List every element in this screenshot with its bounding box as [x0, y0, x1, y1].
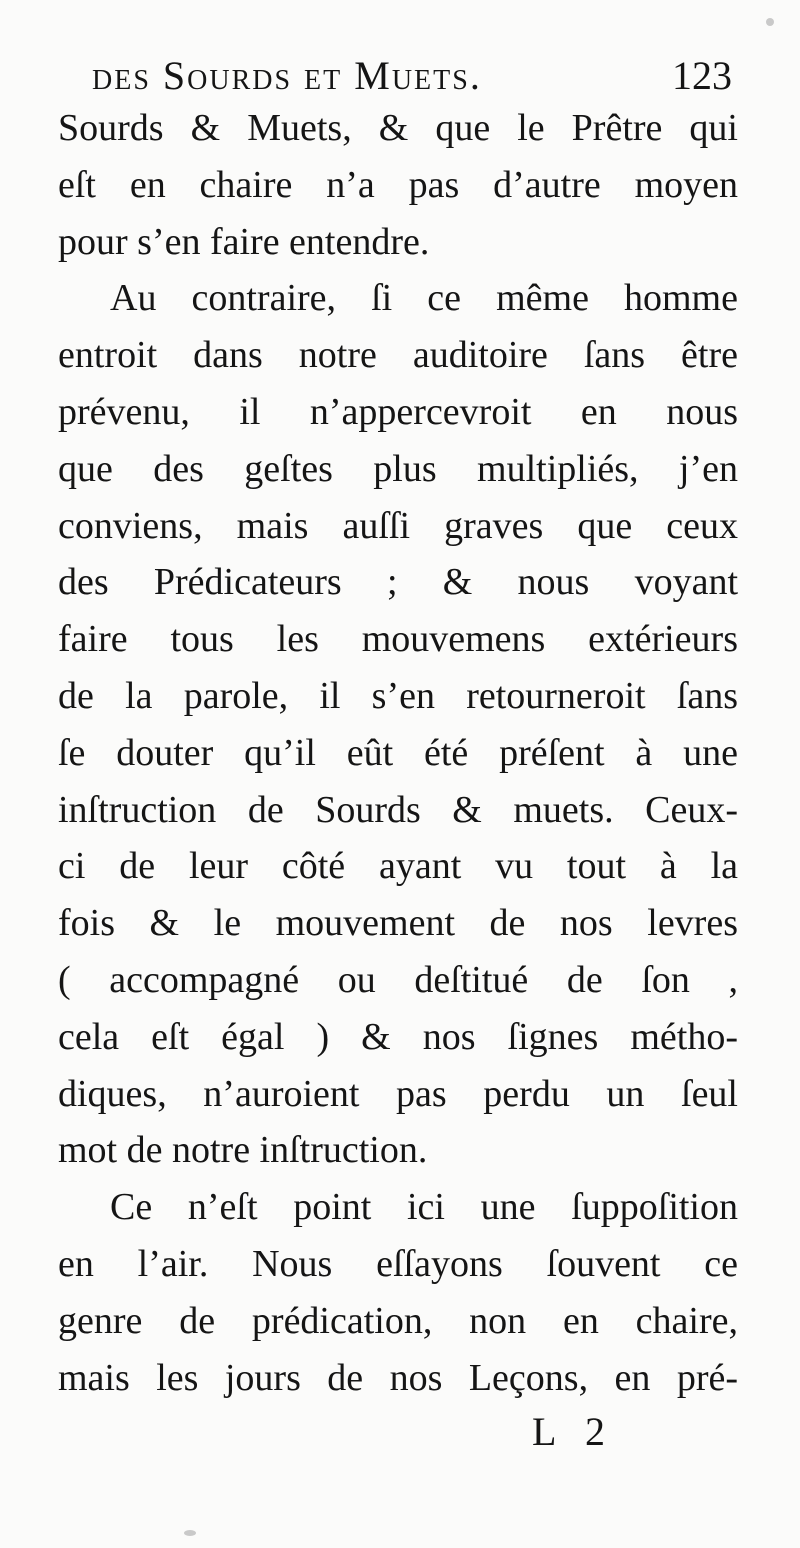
body-text: [58, 100, 738, 1406]
text-line: entroit dans notre auditoire ſans être: [58, 334, 738, 377]
running-title: des Sourds et Muets.: [92, 53, 482, 98]
text-line: ſe douter qu’il eût été préſent à une: [58, 731, 738, 774]
text-line: des Prédicateurs ; & nous voyant: [58, 561, 738, 604]
text-line: Au contraire, ſi ce même homme: [110, 277, 738, 320]
text-line: prévenu, il n’appercevroit en nous: [58, 390, 738, 433]
text-line: inſtruction de Sourds & muets. Ceux-: [58, 788, 738, 831]
text-line: fois & le mouvement de nos levres: [58, 902, 738, 945]
text-line: mais les jours de nos Leçons, en pré-: [58, 1356, 738, 1399]
signature-mark: L 2: [532, 1409, 615, 1454]
text-line: Sourds & Muets, & que le Prêtre qui: [58, 107, 738, 149]
text-line: cela eſt égal ) & nos ſignes métho-: [58, 1015, 738, 1058]
text-line: pour s’en faire entendre.: [58, 220, 430, 263]
text-line: ( accompagné ou deſtitué de ſon ,: [58, 958, 738, 1001]
text-line: conviens, mais auſſi graves que ceux: [58, 504, 738, 547]
text-line: eſt en chaire n’a pas d’autre moyen: [58, 163, 738, 206]
text-line: genre de prédication, non en chaire,: [58, 1299, 738, 1342]
text-line: de la parole, il s’en retourneroit ſans: [58, 674, 738, 717]
page-number: 123: [672, 53, 732, 98]
text-line: faire tous les mouvemens extérieurs: [58, 618, 738, 661]
text-line: ci de leur côté ayant vu tout à la: [58, 845, 738, 888]
text-line: diques, n’auroient pas perdu un ſeul: [58, 1072, 738, 1115]
text-line: mot de notre inſtruction.: [58, 1129, 428, 1172]
ink-speck: [184, 1530, 196, 1536]
text-line: en l’air. Nous eſſayons ſouvent ce: [58, 1242, 738, 1285]
text-line: Ce n’eſt point ici une ſuppoſition: [110, 1186, 738, 1229]
text-line: que des geſtes plus multipliés, j’en: [58, 447, 738, 490]
ink-speck: [766, 18, 774, 26]
